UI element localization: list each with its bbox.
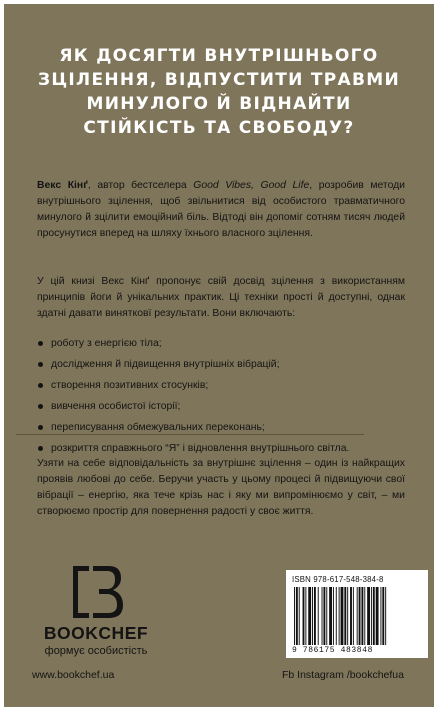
intro-text-2: , розробив методи внутрішнього зцілення, щоб звільнитися від особистого травматичного минулого й зцілити емоційний біль. Відтоді він допоміг сотням тисяч людей просунутися вперед на шляху їхнього власного зцілення.: [37, 180, 405, 239]
bookchef-logo-icon: [69, 566, 125, 618]
isbn-text: ISBN 978-617-548-384-8: [292, 575, 384, 584]
publisher-tagline: формує особистість: [44, 645, 148, 657]
feature-text: вивчення особистої історії;: [51, 401, 181, 412]
intro-paragraph: [37, 178, 405, 242]
bullet-icon: [38, 341, 43, 346]
bullet-icon: [38, 383, 43, 388]
feature-text: переписування обмежувальних переконань;: [51, 422, 265, 433]
barcode-bar: [382, 587, 384, 645]
barcode-bar: [296, 587, 298, 645]
barcode-bar: [333, 587, 334, 645]
bullet-icon: [38, 362, 43, 367]
barcode-bar: [299, 587, 300, 645]
feature-text: створення позитивних стосунків;: [51, 380, 209, 391]
practices-paragraph: У цій книзі Векс Кінґ пропонує свій досвід зцілення з використанням принципів йоги й унікальних практик. Ці техніки прості й доступні, однак здатні давати винятковї результати. Вони включають:: [37, 276, 405, 319]
barcode-bar: [294, 587, 295, 645]
feature-item: [38, 333, 406, 354]
bullet-icon: [38, 425, 43, 430]
barcode-bar: [312, 587, 313, 645]
barcode-bar: [361, 587, 363, 645]
bullet-icon: [38, 446, 43, 451]
back-cover: [4, 4, 434, 707]
barcode-bar: [380, 587, 381, 645]
barcode-bar: [371, 587, 372, 645]
barcode-bar: [336, 587, 337, 645]
closing-paragraph: Узяти на себе відповідальність за внутрішнє зцілення – один із найкращих проявів любові до себе. Беручи участь у цьому процесі й підвищуючи свої вібрації – енергію, яка тече крізь нас і яку ми випромінюємо у світ, – ми створюємо простір для повернення радості у своє життя.: [37, 458, 405, 517]
barcode-bar: [344, 587, 346, 645]
barcode-bar: [359, 587, 361, 645]
feature-item: [38, 354, 406, 375]
headline: ЯК ДОСЯГТИ ВНУТРІШНЬОГО ЗЦІЛЕННЯ, ВІДПУСТИТИ ТРАВМИ МИНУЛОГО Й ВІДНАЙТИ СТІЙКІСТЬ ТА СВОБОДУ?: [37, 46, 401, 138]
feature-text: розкриття справжнього “Я” і відновлення внутрішнього світла.: [51, 443, 350, 454]
barcode-bar: [350, 587, 352, 645]
barcode-bar: [385, 587, 386, 645]
barcode-bar: [347, 587, 348, 645]
barcode-bar: [303, 587, 305, 645]
divider-line: [16, 434, 364, 435]
barcode-digits: 9 786175 483848: [292, 646, 374, 655]
barcode-icon: [292, 587, 422, 645]
barcode-bar: [339, 587, 340, 645]
book-title: Good Vibes, Good Life: [193, 180, 310, 191]
feature-item: [38, 375, 406, 396]
barcode-bar: [323, 587, 325, 645]
publisher-social: Fb Instagram /bookchefua: [282, 669, 404, 681]
barcode-bar: [318, 587, 319, 645]
bullet-icon: [38, 404, 43, 409]
barcode-bar: [376, 587, 379, 645]
barcode-bar: [353, 587, 354, 645]
feature-text: дослідження й підвищення внутрішніх вібрацій;: [51, 359, 280, 370]
publisher-name: BOOKCHEF: [43, 623, 149, 643]
feature-item: [38, 396, 406, 417]
feature-list: [38, 333, 406, 459]
barcode-panel: [286, 570, 428, 658]
barcode-bar: [341, 587, 344, 645]
barcode-bar: [357, 587, 358, 645]
feature-text: роботу з енергією тіла;: [51, 338, 162, 349]
publisher-website: www.bookchef.ua: [32, 669, 115, 681]
barcode-bar: [314, 587, 316, 645]
author-name: Векс Кінґ: [37, 180, 88, 191]
barcode-bar: [367, 587, 370, 645]
barcode-bar: [305, 587, 306, 645]
barcode-bar: [308, 587, 311, 645]
barcode-bar: [326, 587, 327, 645]
barcode-bar: [373, 587, 375, 645]
intro-text-1: , автор бестселера: [87, 180, 194, 191]
barcode-bar: [322, 587, 323, 645]
barcode-bar: [364, 587, 365, 645]
barcode-bar: [329, 587, 332, 645]
